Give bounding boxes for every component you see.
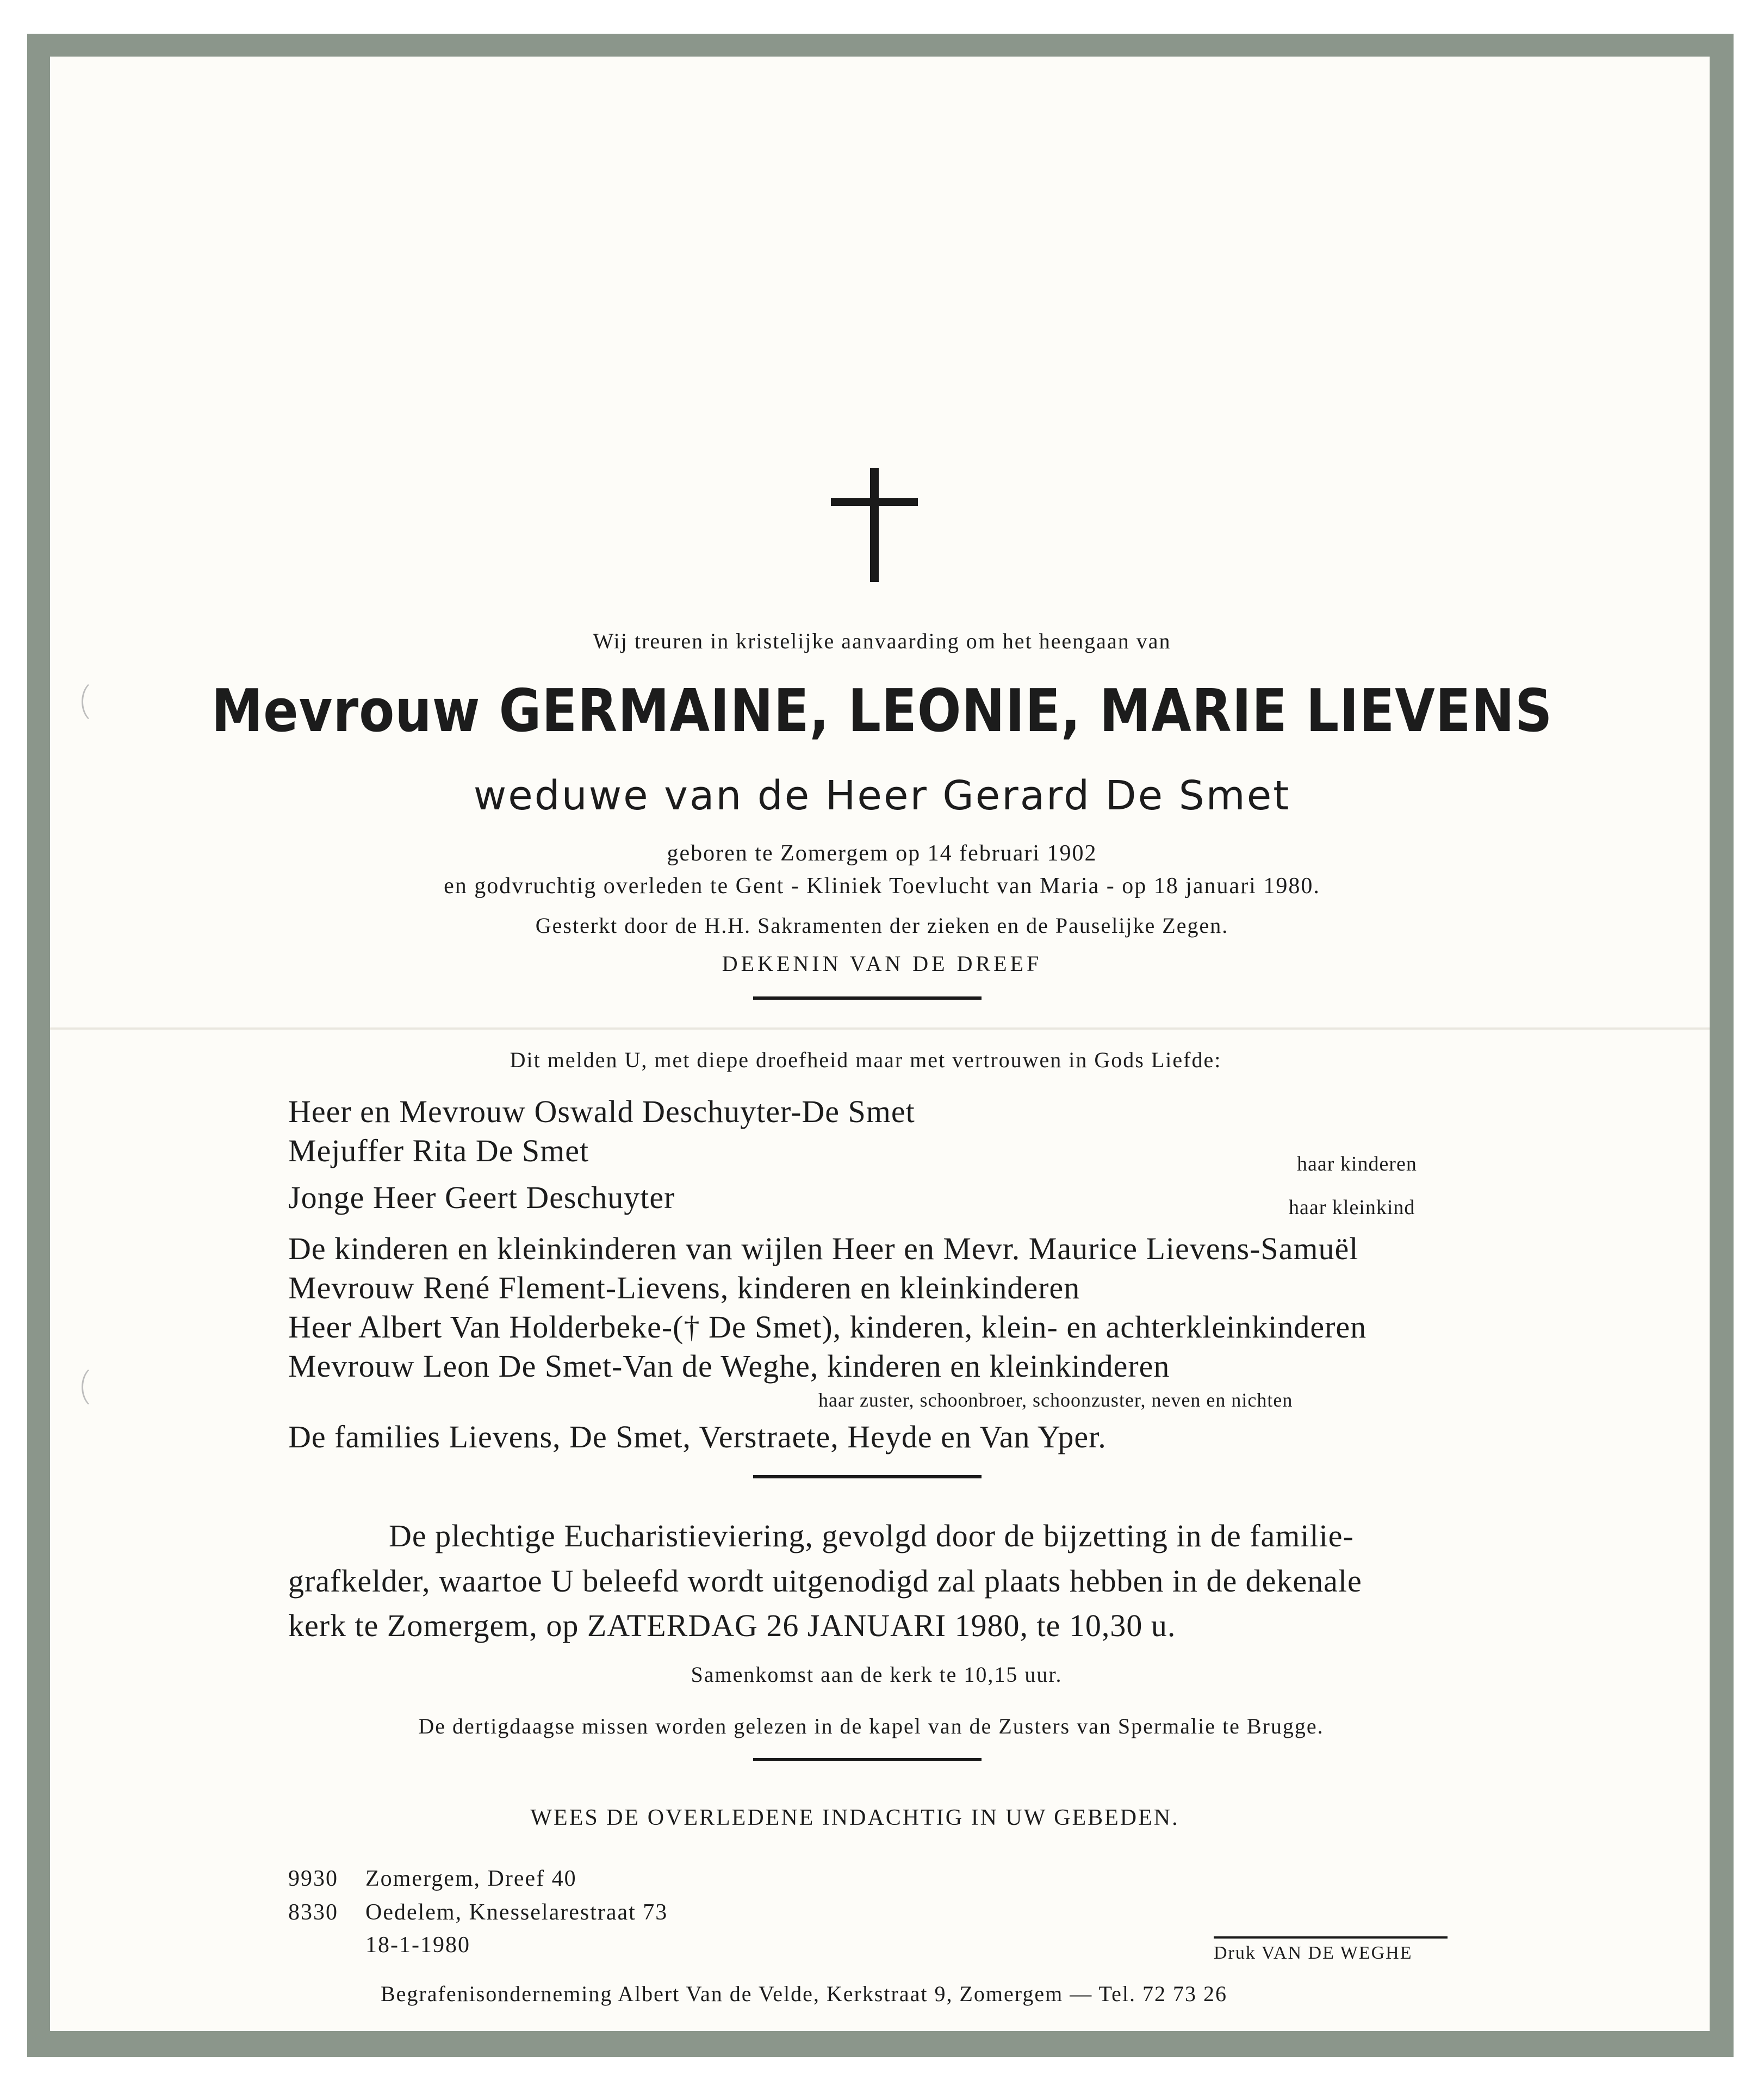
punch-hole-bottom bbox=[82, 1365, 114, 1409]
born-line: geboren te Zomergem op 14 februari 1902 bbox=[667, 841, 1097, 866]
ceremony-line-1: De plechtige Eucharistieviering, gevolgd door de bijzetting in de familie- bbox=[389, 1518, 1354, 1553]
family-line-2: Mejuffer Rita De Smet bbox=[288, 1133, 589, 1168]
address-1: Zomergem, Dreef 40 bbox=[365, 1866, 577, 1891]
intro-line: Wij treuren in kristelijke aanvaarding om het heengaan van bbox=[593, 629, 1171, 653]
undertaker-line: Begrafenisonderneming Albert Van de Velde, Kerkstraat 9, Zomergem — Tel. 72 73 26 bbox=[381, 1982, 1228, 2006]
fold-line bbox=[50, 1027, 1710, 1030]
prayer-line: WEES DE OVERLEDENE INDACHTIG IN UW GEBEDEN. bbox=[530, 1805, 1179, 1830]
date-line: 18-1-1980 bbox=[365, 1933, 470, 1958]
family-line-3: Jonge Heer Geert Deschuyter bbox=[288, 1180, 675, 1215]
family-line-8: De families Lievens, De Smet, Verstraete, Heyde en Van Yper. bbox=[288, 1419, 1107, 1454]
ceremony-line-2: grafkelder, waartoe U beleefd wordt uitgenodigd zal plaats hebben in de dekenale bbox=[288, 1563, 1362, 1599]
note-children: haar kinderen bbox=[1297, 1153, 1417, 1175]
family-line-4: De kinderen en kleinkinderen van wijlen Heer en Mevr. Maurice Lievens-Samuël bbox=[288, 1231, 1359, 1266]
announcement-line: Dit melden U, met diepe droefheid maar met vertrouwen in Gods Liefde: bbox=[510, 1048, 1222, 1072]
address-1-code: 9930 bbox=[288, 1866, 338, 1891]
address-2-code: 8330 bbox=[288, 1900, 338, 1925]
cross-icon bbox=[870, 468, 879, 582]
family-line-1: Heer en Mevrouw Oswald Deschuyter-De Smet bbox=[288, 1094, 915, 1129]
printer-rule bbox=[1214, 1936, 1448, 1939]
deceased-name: Mevrouw GERMAINE, LEONIE, MARIE LIEVENS bbox=[211, 677, 1553, 745]
sacraments-line: Gesterkt door de H.H. Sakramenten der zieken en de Pauselijke Zegen. bbox=[535, 913, 1229, 938]
printer-line: Druk VAN DE WEGHE bbox=[1214, 1943, 1413, 1963]
cross-icon-bar bbox=[831, 498, 918, 506]
divider-2 bbox=[753, 1475, 982, 1478]
note-grandchild: haar kleinkind bbox=[1289, 1196, 1415, 1219]
meeting-line: Samenkomst aan de kerk te 10,15 uur. bbox=[691, 1662, 1063, 1687]
family-line-6: Heer Albert Van Holderbeke-(† De Smet), kinderen, klein- en achterkleinkinderen bbox=[288, 1309, 1367, 1345]
ceremony-line-3: kerk te Zomergem, op ZATERDAG 26 JANUARI 1980, te 10,30 u. bbox=[288, 1608, 1176, 1643]
address-2: Oedelem, Knesselarestraat 73 bbox=[365, 1900, 668, 1925]
family-line-5: Mevrouw René Flement-Lievens, kinderen en kleinkinderen bbox=[288, 1270, 1080, 1305]
masses-line: De dertigdaagse missen worden gelezen in de kapel van de Zusters van Spermalie te Brugge. bbox=[418, 1714, 1324, 1738]
divider-1 bbox=[753, 996, 982, 1000]
note-relatives: haar zuster, schoonbroer, schoonzuster, neven en nichten bbox=[818, 1389, 1293, 1411]
family-line-7: Mevrouw Leon De Smet-Van de Weghe, kinderen en kleinkinderen bbox=[288, 1348, 1170, 1384]
divider-3 bbox=[753, 1758, 982, 1761]
title-line: DEKENIN VAN DE DREEF bbox=[722, 951, 1042, 976]
died-line: en godvruchtig overleden te Gent - Kliniek Toevlucht van Maria - op 18 januari 1980. bbox=[444, 874, 1320, 899]
widow-line: weduwe van de Heer Gerard De Smet bbox=[473, 772, 1291, 819]
